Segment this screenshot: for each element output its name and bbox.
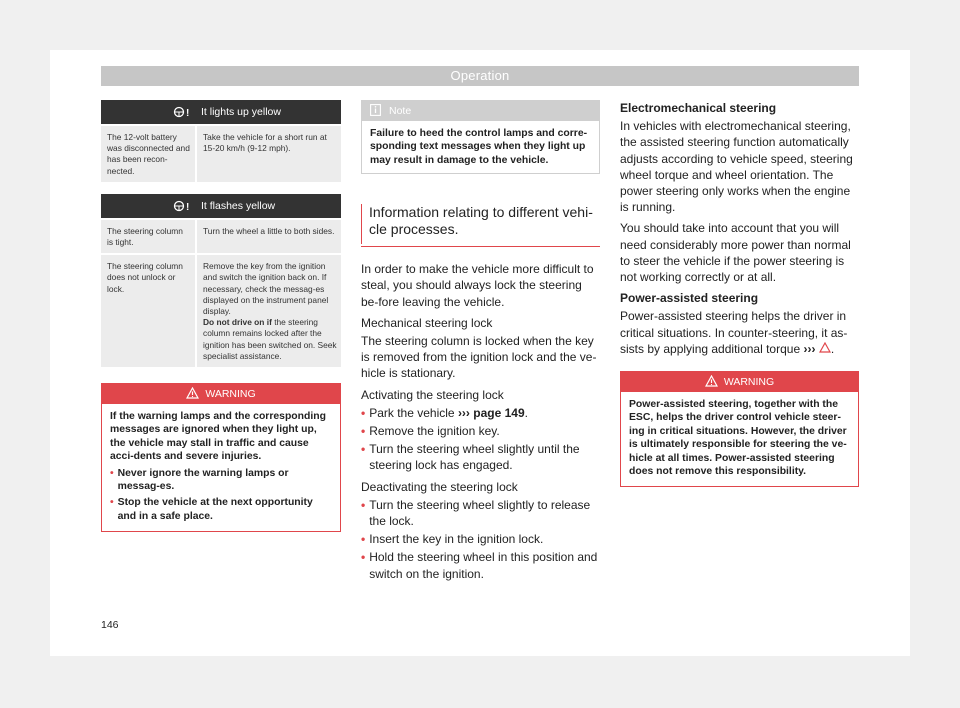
list-item xyxy=(361,549,600,581)
warning-header xyxy=(621,372,858,392)
paragraph: The steering column is locked when the key is removed from the ignition lock and the ve-hicle is stationary. xyxy=(361,334,597,381)
info-icon xyxy=(370,104,381,119)
bullet-text: Turn the steering wheel slightly to release the lock. xyxy=(369,497,591,529)
list-item xyxy=(361,423,600,439)
svg-text:!: ! xyxy=(186,108,190,118)
paragraph: In vehicles with electromechanical steering, the assisted steering function automatically adjusts according to vehicle speed, steering wheel torque and wheel orientation. The power steering only works when the engine is running. xyxy=(620,119,853,215)
warning-box xyxy=(620,371,859,487)
note-text: Failure to heed the control lamps and corre-sponding text messages when they light up may result in damage to the vehicle. xyxy=(370,128,588,166)
warning-header xyxy=(102,384,340,404)
note-label: Note xyxy=(389,105,412,117)
note-header xyxy=(362,101,599,121)
subheading: Power-assisted steering xyxy=(620,291,759,306)
warning-body xyxy=(102,404,340,531)
warning-label: WARNING xyxy=(205,388,256,401)
action-cell xyxy=(197,255,341,367)
bullet-text: Remove the ignition key. xyxy=(369,424,500,439)
bullet-icon: • xyxy=(361,497,366,512)
page-link[interactable]: ››› page 149 xyxy=(457,405,525,420)
bullet-icon: • xyxy=(361,442,366,457)
subheading: Deactivating the steering lock xyxy=(361,479,518,494)
bullet-text: Hold the steering wheel in this position and switch on the ignition. xyxy=(369,550,598,581)
bullet-icon: • xyxy=(110,497,114,509)
bullet-text: Insert the key in the ignition lock. xyxy=(369,532,544,547)
steering-warning-icon xyxy=(101,106,197,118)
bullet-icon: • xyxy=(110,467,114,479)
section-title: Information relating to different vehi-cle processes. xyxy=(361,204,600,247)
steering-warning-icon xyxy=(101,200,197,212)
bullet-text-part: . xyxy=(524,405,528,420)
section-body xyxy=(361,261,600,582)
warning-text: Power-assisted steering, together with the ESC, helps the driver control vehicle steer-ing in critical situations. However, the driver is ultimately responsible for steering the ve-hicle at all times. Power-assisted steering does not remove this responsibility. xyxy=(629,399,847,478)
list-item xyxy=(110,467,332,494)
list-item xyxy=(361,405,600,421)
subheading: Mechanical steering lock xyxy=(361,315,493,330)
svg-text:!: ! xyxy=(186,201,190,212)
lights-yellow-table xyxy=(101,100,341,182)
action-text: Remove the key from the ignition and switch the ignition back on. If necessary, check the messag-es displayed on the instrument panel display. xyxy=(203,261,329,317)
intro-paragraph: In order to make the vehicle more difficult to steal, you should always lock the steering be-fore leaving the vehicle. xyxy=(361,262,594,309)
paragraph: Power-assisted steering helps the driver in critical situations. In counter-steering, it as-sists by applying additional torque ››› . xyxy=(620,309,848,356)
bullet-icon: • xyxy=(361,424,366,439)
table-header xyxy=(101,194,341,218)
list-item xyxy=(361,441,600,473)
table-heading: It flashes yellow xyxy=(201,199,276,212)
action-cell: Take the vehicle for a short run at 15-20 km/h (9-12 mph). xyxy=(203,132,327,154)
bullet-icon: • xyxy=(361,532,366,547)
list-item xyxy=(361,531,600,547)
bullet-text: Turn the steering wheel slightly until the steering lock has engaged. xyxy=(369,442,580,473)
column-left xyxy=(101,100,341,532)
page-header: Operation xyxy=(101,66,859,86)
action-cell: Turn the wheel a little to both sides. xyxy=(203,225,335,236)
paragraph-text: Power-assisted steering helps the driver in critical situations. In counter-steering, it as-sists by applying additional torque xyxy=(620,309,848,356)
cause-cell: The 12-volt battery was disconnected and has been recon-nected. xyxy=(101,126,197,182)
warning-text: If the warning lamps and the corresponding messages are ignored when they light up, the vehicle may stall in traffic and cause acci-dents and severe injuries. xyxy=(110,411,326,463)
reference-arrow[interactable]: ››› xyxy=(803,341,816,356)
cause-cell: The steering column is tight. xyxy=(101,220,197,253)
table-row xyxy=(101,253,341,367)
warning-box xyxy=(101,383,341,532)
column-right xyxy=(620,100,859,487)
bullet-text: Stop the vehicle at the next opportunity and in a safe place. xyxy=(117,497,313,522)
table-header xyxy=(101,100,341,124)
note-box xyxy=(361,100,600,174)
list-item xyxy=(110,496,332,523)
page-number: 146 xyxy=(101,619,119,631)
bullet-text-part: Park the vehicle xyxy=(369,405,455,420)
subheading: Electromechanical steering xyxy=(620,101,777,115)
subheading: Activating the steering lock xyxy=(361,387,504,402)
warning-label: WARNING xyxy=(723,376,775,389)
right-body xyxy=(620,100,859,357)
warning-triangle-icon xyxy=(186,387,199,402)
action-tail-text: the steering column remains locked after the ignition has been switched on. Seek specialist assistance. xyxy=(203,317,337,361)
paragraph: You should take into account that you will need considerably more power than normal to steer the vehicle if the power steering is not working correctly or at all. xyxy=(620,221,851,285)
column-middle xyxy=(361,100,600,582)
table-row xyxy=(101,124,341,182)
table-heading: It lights up yellow xyxy=(201,106,281,118)
bullet-icon: • xyxy=(361,405,366,420)
bullet-icon: • xyxy=(361,550,366,565)
warning-triangle-icon xyxy=(819,342,831,356)
list-item xyxy=(361,497,600,529)
bullet-text xyxy=(369,405,528,421)
bullet-text: Never ignore the warning lamps or messag-es. xyxy=(117,467,289,493)
flashes-yellow-table xyxy=(101,194,341,367)
table-row xyxy=(101,218,341,253)
warning-triangle-icon xyxy=(705,375,718,390)
action-bold-text: Do not drive on if xyxy=(203,317,272,328)
cause-cell: The steering column does not unlock or lock. xyxy=(101,255,197,367)
